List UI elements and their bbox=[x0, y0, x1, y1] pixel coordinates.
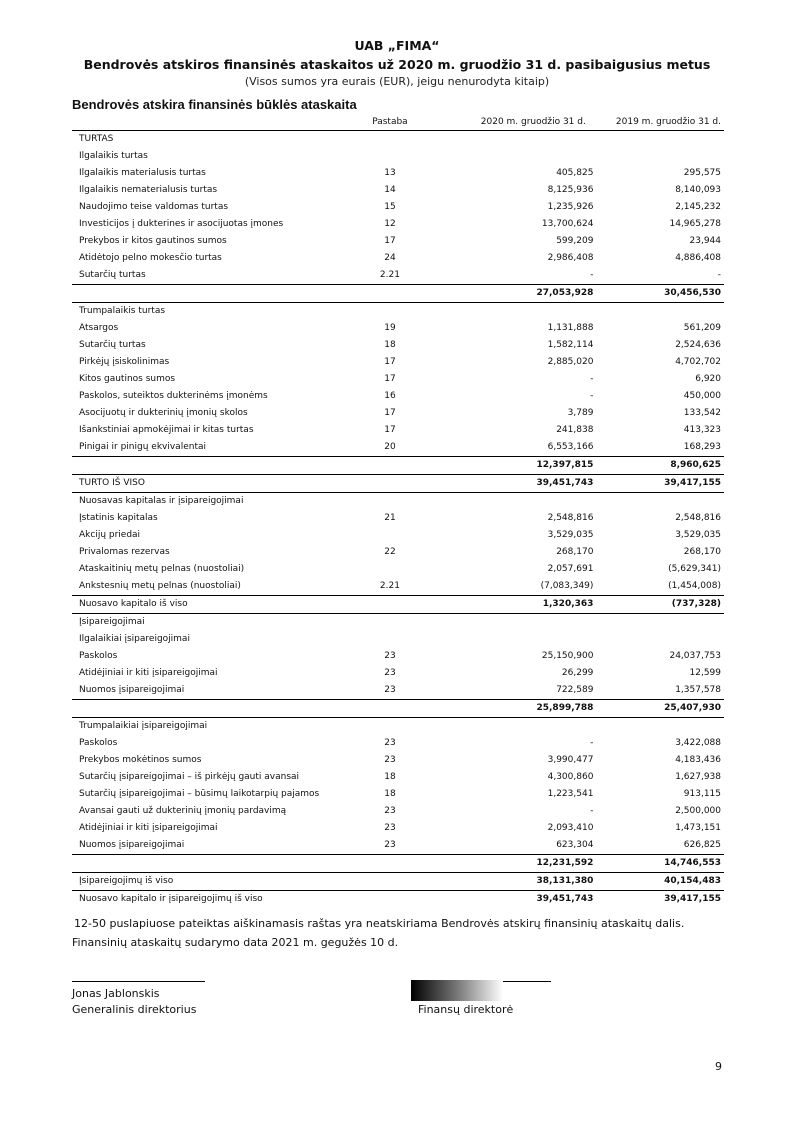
value-2019: 2,500,000 bbox=[675, 806, 721, 816]
row-note bbox=[362, 891, 418, 909]
row-note bbox=[362, 285, 418, 303]
currency-note: (Visos sumos yra eurais (EUR), jeigu nenurodyta kitaip) bbox=[244, 75, 550, 88]
row-note: 2.21 bbox=[379, 270, 400, 280]
row-note bbox=[362, 475, 418, 493]
row-note bbox=[362, 614, 418, 632]
row-label: TURTO IŠ VISO bbox=[72, 475, 362, 493]
value-2020: 12,231,592 bbox=[418, 855, 593, 873]
value-2019: 40,154,483 bbox=[593, 873, 724, 891]
value-2020: 3,789 bbox=[567, 408, 594, 418]
row-label: Paskolos bbox=[79, 738, 118, 748]
row-note bbox=[362, 148, 418, 165]
value-2019: 4,702,702 bbox=[675, 357, 721, 367]
row-label: Asocijuotų ir dukterinių įmonių skolos bbox=[79, 408, 248, 418]
subtotal-row bbox=[72, 855, 724, 873]
row-label: Avansai gauti už dukterinių įmonių pardavimą bbox=[79, 806, 287, 816]
row-label: Naudojimo teise valdomas turtas bbox=[79, 202, 229, 212]
subtotal-row bbox=[72, 700, 724, 718]
table-row bbox=[72, 199, 724, 216]
value-2020: - bbox=[590, 806, 594, 816]
value-2019: 561,209 bbox=[683, 323, 721, 333]
value-2019: 23,944 bbox=[689, 236, 721, 246]
value-2020: 3,529,035 bbox=[547, 530, 594, 540]
value-2020: 25,150,900 bbox=[541, 651, 594, 661]
row-label: Ilgalaikis turtas bbox=[79, 151, 148, 161]
row-note bbox=[362, 596, 418, 614]
row-label bbox=[72, 855, 362, 873]
row-note: 21 bbox=[384, 513, 396, 523]
row-note: 23 bbox=[384, 755, 396, 765]
section-heading-row bbox=[72, 303, 724, 321]
value-2020: 1,223,541 bbox=[547, 789, 594, 799]
row-note: 18 bbox=[384, 772, 396, 782]
table-row bbox=[72, 803, 724, 820]
column-header-note: Pastaba bbox=[362, 115, 418, 131]
row-note: 23 bbox=[384, 685, 396, 695]
value-2019: (5,629,341) bbox=[668, 564, 721, 574]
value-2020: 241,838 bbox=[556, 425, 594, 435]
value-2019: 295,575 bbox=[683, 168, 721, 178]
row-note: 23 bbox=[384, 668, 396, 678]
row-note: 14 bbox=[384, 185, 396, 195]
value-2019: 3,422,088 bbox=[675, 738, 721, 748]
value-2019: 4,886,408 bbox=[675, 253, 721, 263]
row-label: Išankstiniai apmokėjimai ir kitas turtas bbox=[79, 425, 254, 435]
value-2019: 30,456,530 bbox=[593, 285, 724, 303]
row-label: Atidėjiniai ir kiti įsipareigojimai bbox=[79, 668, 218, 678]
value-2019: 8,960,625 bbox=[593, 457, 724, 475]
value-2020: 1,131,888 bbox=[547, 323, 594, 333]
value-2019: 168,293 bbox=[683, 442, 721, 452]
table-row bbox=[72, 371, 724, 388]
section-heading-row bbox=[72, 718, 724, 736]
row-label: Nuosavo kapitalo iš viso bbox=[72, 596, 362, 614]
table-row bbox=[72, 233, 724, 250]
signature-redaction-block bbox=[411, 980, 503, 1001]
row-label: Ilgalaikiai įsipareigojimai bbox=[79, 634, 190, 644]
row-note: 13 bbox=[384, 168, 396, 178]
table-row bbox=[72, 439, 724, 457]
value-2020: 4,300,860 bbox=[547, 772, 594, 782]
value-2020 bbox=[418, 614, 593, 632]
row-label: Paskolos, suteiktos dukterinėms įmonėms bbox=[79, 391, 268, 401]
column-header-label bbox=[72, 115, 362, 131]
section-heading-row bbox=[72, 148, 724, 165]
subtotal-row bbox=[72, 457, 724, 475]
signatory-role: Generalinis direktorius bbox=[72, 1003, 197, 1016]
value-2020: - bbox=[590, 374, 594, 384]
row-label: Nuomos įsipareigojimai bbox=[79, 840, 185, 850]
row-note: 16 bbox=[384, 391, 396, 401]
total-row bbox=[72, 475, 724, 493]
table-row bbox=[72, 786, 724, 803]
table-row bbox=[72, 735, 724, 752]
table-body bbox=[72, 131, 724, 909]
table-row bbox=[72, 354, 724, 371]
row-label: Atidėtojo pelno mokesčio turtas bbox=[79, 253, 222, 263]
value-2020: 25,899,788 bbox=[418, 700, 593, 718]
value-2020: - bbox=[590, 270, 594, 280]
value-2020 bbox=[418, 131, 593, 149]
row-label: Prekybos ir kitos gautinos sumos bbox=[79, 236, 227, 246]
row-note bbox=[362, 718, 418, 736]
document-title: Bendrovės atskiros finansinės ataskaitos už 2020 m. gruodžio 31 d. pasibaigusius metus bbox=[83, 57, 711, 72]
row-note bbox=[362, 873, 418, 891]
balance-sheet-table bbox=[72, 115, 724, 908]
row-note: 17 bbox=[384, 425, 396, 435]
value-2019: 8,140,093 bbox=[675, 185, 721, 195]
table-row bbox=[72, 820, 724, 837]
row-note: 2.21 bbox=[379, 581, 400, 591]
value-2020: 6,553,166 bbox=[547, 442, 594, 452]
value-2020 bbox=[418, 631, 593, 648]
value-2019: 14,965,278 bbox=[669, 219, 721, 229]
value-2020: 2,057,691 bbox=[547, 564, 594, 574]
row-label: Pinigai ir pinigų ekvivalentai bbox=[79, 442, 206, 452]
row-label: Įsipareigojimų iš viso bbox=[72, 873, 362, 891]
value-2019 bbox=[593, 631, 724, 648]
value-2020: 1,582,114 bbox=[547, 340, 594, 350]
row-label: Ataskaitinių metų pelnas (nuostoliai) bbox=[79, 564, 245, 574]
row-note: 23 bbox=[384, 806, 396, 816]
value-2019: 24,037,753 bbox=[669, 651, 721, 661]
row-note: 17 bbox=[384, 357, 396, 367]
table-row bbox=[72, 422, 724, 439]
value-2020 bbox=[418, 148, 593, 165]
value-2020: 2,885,020 bbox=[547, 357, 594, 367]
table-row bbox=[72, 267, 724, 285]
row-label: Nuosavas kapitalas ir įsipareigojimai bbox=[72, 493, 362, 511]
row-note: 17 bbox=[384, 408, 396, 418]
value-2020: 2,548,816 bbox=[547, 513, 594, 523]
column-header-2020: 2020 m. gruodžio 31 d. bbox=[418, 115, 593, 131]
value-2019: 25,407,930 bbox=[593, 700, 724, 718]
table-row bbox=[72, 648, 724, 665]
row-note: 22 bbox=[384, 547, 396, 557]
row-note: 15 bbox=[384, 202, 396, 212]
row-note: 17 bbox=[384, 374, 396, 384]
table-row bbox=[72, 388, 724, 405]
row-note: 18 bbox=[384, 340, 396, 350]
row-note bbox=[362, 457, 418, 475]
value-2020: (7,083,349) bbox=[540, 581, 594, 591]
row-note: 23 bbox=[384, 651, 396, 661]
value-2019 bbox=[593, 131, 724, 149]
value-2020: 623,304 bbox=[556, 840, 594, 850]
value-2019: 39,417,155 bbox=[593, 891, 724, 909]
value-2019: - bbox=[717, 270, 721, 280]
value-2019: 14,746,553 bbox=[593, 855, 724, 873]
table-row bbox=[72, 320, 724, 337]
value-2019 bbox=[593, 718, 724, 736]
table-row bbox=[72, 561, 724, 578]
row-note bbox=[362, 493, 418, 511]
value-2019 bbox=[593, 614, 724, 632]
row-note bbox=[362, 131, 418, 149]
value-2019: (737,328) bbox=[593, 596, 724, 614]
value-2020: - bbox=[590, 738, 594, 748]
row-label: Trumpalaikis turtas bbox=[72, 303, 362, 321]
value-2019: 6,920 bbox=[695, 374, 721, 384]
value-2019: 1,473,151 bbox=[675, 823, 721, 833]
value-2019: 133,542 bbox=[683, 408, 721, 418]
row-note: 19 bbox=[384, 323, 396, 333]
value-2020: 39,451,743 bbox=[418, 475, 593, 493]
signature-line-cfo bbox=[503, 981, 551, 982]
value-2019: 413,323 bbox=[683, 425, 721, 435]
row-label: Sutarčių turtas bbox=[79, 270, 146, 280]
row-label: Ankstesnių metų pelnas (nuostoliai) bbox=[79, 581, 241, 591]
value-2020: 268,170 bbox=[556, 547, 594, 557]
table-row bbox=[72, 837, 724, 855]
section-heading-row bbox=[72, 493, 724, 511]
row-label: TURTAS bbox=[79, 134, 114, 144]
column-header-2019: 2019 m. gruodžio 31 d. bbox=[593, 115, 724, 131]
value-2020: 12,397,815 bbox=[418, 457, 593, 475]
statement-title: Bendrovės atskira finansinės būklės ataskaita bbox=[72, 97, 357, 112]
section-heading-row bbox=[72, 614, 724, 632]
value-2020: 26,299 bbox=[561, 668, 594, 678]
table-row bbox=[72, 682, 724, 700]
table-row bbox=[72, 527, 724, 544]
table-row bbox=[72, 216, 724, 233]
row-note: 20 bbox=[384, 442, 396, 452]
value-2019: 913,115 bbox=[683, 789, 721, 799]
row-label: Ilgalaikis nematerialusis turtas bbox=[79, 185, 218, 195]
value-2020: 599,209 bbox=[556, 236, 594, 246]
table-row bbox=[72, 544, 724, 561]
value-2019: 2,524,636 bbox=[675, 340, 721, 350]
value-2020: 3,990,477 bbox=[547, 755, 594, 765]
table-row bbox=[72, 578, 724, 596]
total-row bbox=[72, 891, 724, 909]
row-note: 23 bbox=[384, 823, 396, 833]
row-note bbox=[362, 855, 418, 873]
value-2020: 38,131,380 bbox=[418, 873, 593, 891]
row-label: Ilgalaikis materialusis turtas bbox=[79, 168, 206, 178]
value-2020: 8,125,936 bbox=[547, 185, 594, 195]
row-label: Akcijų priedai bbox=[79, 530, 141, 540]
row-label: Kitos gautinos sumos bbox=[79, 374, 176, 384]
row-label: Sutarčių įsipareigojimai – būsimų laikotarpių pajamos bbox=[79, 789, 320, 799]
row-label: Paskolos bbox=[79, 651, 118, 661]
total-row bbox=[72, 596, 724, 614]
table-row bbox=[72, 769, 724, 786]
explanatory-note: 12-50 puslapiuose pateiktas aiškinamasis raštas yra neatskiriama Bendrovės atskirų finansinių ataskaitų dalis. bbox=[74, 917, 685, 930]
preparation-date: Finansinių ataskaitų sudarymo data 2021 m. gegužės 10 d. bbox=[72, 936, 399, 949]
row-label: Nuomos įsipareigojimai bbox=[79, 685, 185, 695]
row-label: Sutarčių turtas bbox=[79, 340, 146, 350]
value-2020: 27,053,928 bbox=[418, 285, 593, 303]
section-heading-row bbox=[72, 631, 724, 648]
signatory-role: Finansų direktorė bbox=[418, 1003, 514, 1016]
row-label: Įsipareigojimai bbox=[72, 614, 362, 632]
row-note bbox=[362, 700, 418, 718]
table-header-row bbox=[72, 115, 724, 131]
row-label: Įstatinis kapitalas bbox=[79, 513, 158, 523]
value-2020: 722,589 bbox=[556, 685, 594, 695]
value-2020: 13,700,624 bbox=[541, 219, 594, 229]
value-2020: 39,451,743 bbox=[418, 891, 593, 909]
section-heading-row bbox=[72, 131, 724, 149]
value-2020: - bbox=[590, 391, 594, 401]
table-row bbox=[72, 510, 724, 527]
row-label: Privalomas rezervas bbox=[79, 547, 170, 557]
row-label: Prekybos mokėtinos sumos bbox=[79, 755, 202, 765]
value-2019: (1,454,008) bbox=[668, 581, 721, 591]
row-label: Pirkėjų įsiskolinimas bbox=[79, 357, 170, 367]
value-2020: 405,825 bbox=[556, 168, 594, 178]
value-2019: 3,529,035 bbox=[675, 530, 721, 540]
page-number: 9 bbox=[715, 1060, 722, 1073]
value-2019: 450,000 bbox=[683, 391, 721, 401]
company-name: UAB „FIMA“ bbox=[354, 38, 440, 53]
value-2020: 1,320,363 bbox=[418, 596, 593, 614]
row-note bbox=[362, 527, 418, 544]
signature-line-ceo bbox=[72, 981, 205, 982]
row-label: Sutarčių įsipareigojimai – iš pirkėjų gauti avansai bbox=[79, 772, 300, 782]
value-2020 bbox=[418, 718, 593, 736]
value-2020 bbox=[418, 493, 593, 511]
table-row bbox=[72, 405, 724, 422]
value-2020 bbox=[418, 303, 593, 321]
value-2019: 12,599 bbox=[689, 668, 721, 678]
value-2019: 1,627,938 bbox=[675, 772, 721, 782]
row-note: 24 bbox=[384, 253, 396, 263]
value-2020: 2,986,408 bbox=[547, 253, 594, 263]
row-label: Trumpalaikiai įsipareigojimai bbox=[72, 718, 362, 736]
row-note bbox=[362, 561, 418, 578]
value-2019: 1,357,578 bbox=[675, 685, 721, 695]
total-row bbox=[72, 873, 724, 891]
table-row bbox=[72, 665, 724, 682]
value-2019: 2,145,232 bbox=[675, 202, 721, 212]
value-2019: 626,825 bbox=[683, 840, 721, 850]
value-2019 bbox=[593, 493, 724, 511]
row-note bbox=[362, 631, 418, 648]
value-2019 bbox=[593, 303, 724, 321]
value-2019: 39,417,155 bbox=[593, 475, 724, 493]
table-row bbox=[72, 752, 724, 769]
row-label: Atidėjiniai ir kiti įsipareigojimai bbox=[79, 823, 218, 833]
value-2019: 4,183,436 bbox=[675, 755, 721, 765]
value-2020: 1,235,926 bbox=[547, 202, 594, 212]
value-2019: 2,548,816 bbox=[675, 513, 721, 523]
row-label bbox=[72, 285, 362, 303]
table-row bbox=[72, 337, 724, 354]
row-note: 18 bbox=[384, 789, 396, 799]
table-row bbox=[72, 250, 724, 267]
signatory-name: Jonas Jablonskis bbox=[72, 987, 160, 1000]
value-2019: 268,170 bbox=[683, 547, 721, 557]
row-label: Investicijos į dukterines ir asocijuotas įmones bbox=[79, 219, 284, 229]
table-row bbox=[72, 165, 724, 182]
row-note: 23 bbox=[384, 840, 396, 850]
row-label bbox=[72, 457, 362, 475]
row-note: 12 bbox=[384, 219, 396, 229]
row-label: Nuosavo kapitalo ir įsipareigojimų iš viso bbox=[72, 891, 362, 909]
subtotal-row bbox=[72, 285, 724, 303]
value-2020: 2,093,410 bbox=[547, 823, 594, 833]
table-row bbox=[72, 182, 724, 199]
row-note bbox=[362, 303, 418, 321]
row-label: Atsargos bbox=[79, 323, 119, 333]
row-label bbox=[72, 700, 362, 718]
row-note: 17 bbox=[384, 236, 396, 246]
row-note: 23 bbox=[384, 738, 396, 748]
value-2019 bbox=[593, 148, 724, 165]
